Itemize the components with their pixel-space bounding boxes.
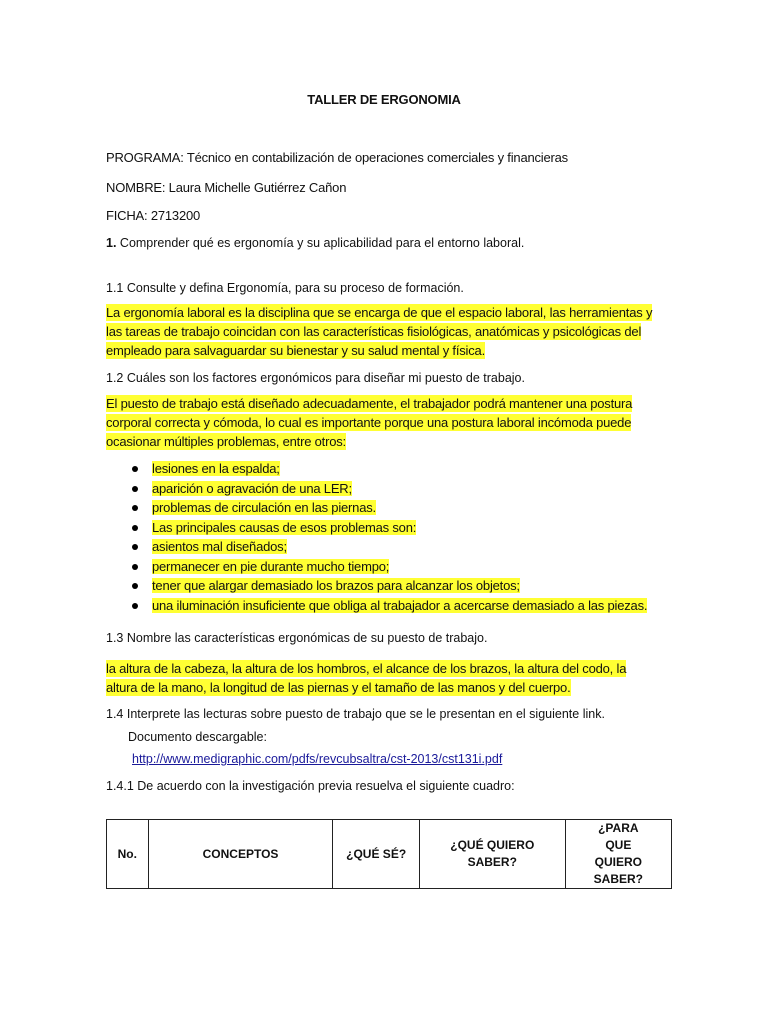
document-title: TALLER DE ERGONOMIA: [307, 92, 461, 107]
answer-1-1-text: La ergonomía laboral es la disciplina que se encarga de que el espacio laboral, las herramientas y las tareas de trabajo coincidan con las características fisiológicas, anatómicas y psicológicas del empleado para salvaguardar su bienestar y su salud mental y física.: [106, 305, 653, 358]
question-1-4: 1.4 Interprete las lecturas sobre puesto de trabajo que se le presentan en el siguiente link.: [106, 707, 605, 721]
list-item: Las principales causas de esos problemas son:: [106, 518, 647, 538]
header-para-que-quiero-saber: ¿PARA QUE QUIERO SABER?: [565, 820, 671, 889]
nombre-line: NOMBRE: Laura Michelle Gutiérrez Cañon: [106, 180, 347, 195]
answer-1-2-text: El puesto de trabajo está diseñado adecuadamente, el trabajador podrá mantener una postura corporal correcta y cómoda, lo cual es importante porque una postura laboral incómoda puede ocasionar múltiples problemas, entre otros:: [106, 396, 633, 449]
header-no: No.: [107, 820, 149, 889]
bullet-icon: [132, 603, 138, 609]
pdf-link[interactable]: http://www.medigraphic.com/pdfs/revcubsaltra/cst-2013/cst131i.pdf: [132, 752, 503, 766]
list-item: una iluminación insuficiente que obliga al trabajador a acercarse demasiado a las piezas.: [106, 596, 647, 616]
bullet-icon: [132, 505, 138, 511]
list-item: tener que alargar demasiado los brazos para alcanzar los objetos;: [106, 576, 647, 596]
list-item: aparición o agravación de una LER;: [106, 479, 647, 499]
bullet-icon: [132, 564, 138, 570]
header-que-se: ¿QUÉ SÉ?: [333, 820, 419, 889]
question-1: [106, 236, 524, 250]
question-1-4-1: 1.4.1 De acuerdo con la investigación previa resuelva el siguiente cuadro:: [106, 779, 515, 793]
bullet-icon: [132, 544, 138, 550]
header-que-quiero-saber: ¿QUÉ QUIERO SABER?: [419, 820, 565, 889]
programa-line: PROGRAMA: Técnico en contabilización de operaciones comerciales y financieras: [106, 150, 568, 165]
document-label: Documento descargable:: [128, 730, 267, 744]
answer-1-3: [106, 659, 646, 697]
question-1-text: Comprender qué es ergonomía y su aplicabilidad para el entorno laboral.: [116, 236, 525, 250]
question-1-2: 1.2 Cuáles son los factores ergonómicos para diseñar mi puesto de trabajo.: [106, 371, 525, 385]
answer-1-2: [106, 394, 654, 451]
question-1-1: 1.1 Consulte y defina Ergonomía, para su proceso de formación.: [106, 281, 464, 295]
bullet-icon: [132, 466, 138, 472]
answer-1-3-text: la altura de la cabeza, la altura de los hombros, el alcance de los brazos, la altura del codo, la altura de la mano, la longitud de las piernas y el tamaño de las manos y del cuerpo.: [106, 661, 627, 695]
table-row: [107, 820, 672, 889]
bullet-icon: [132, 583, 138, 589]
concepts-table: [106, 819, 672, 889]
answer-1-1: [106, 303, 666, 360]
list-item: permanecer en pie durante mucho tiempo;: [106, 557, 647, 577]
factors-list: [106, 459, 647, 615]
header-conceptos: CONCEPTOS: [148, 820, 333, 889]
question-1-number: 1.: [106, 236, 117, 250]
bullet-icon: [132, 525, 138, 531]
question-1-3: 1.3 Nombre las características ergonómicas de su puesto de trabajo.: [106, 631, 488, 645]
bullet-icon: [132, 486, 138, 492]
list-item: asientos mal diseñados;: [106, 537, 647, 557]
list-item: problemas de circulación en las piernas.: [106, 498, 647, 518]
ficha-line: FICHA: 2713200: [106, 208, 201, 223]
list-item: lesiones en la espalda;: [106, 459, 647, 479]
